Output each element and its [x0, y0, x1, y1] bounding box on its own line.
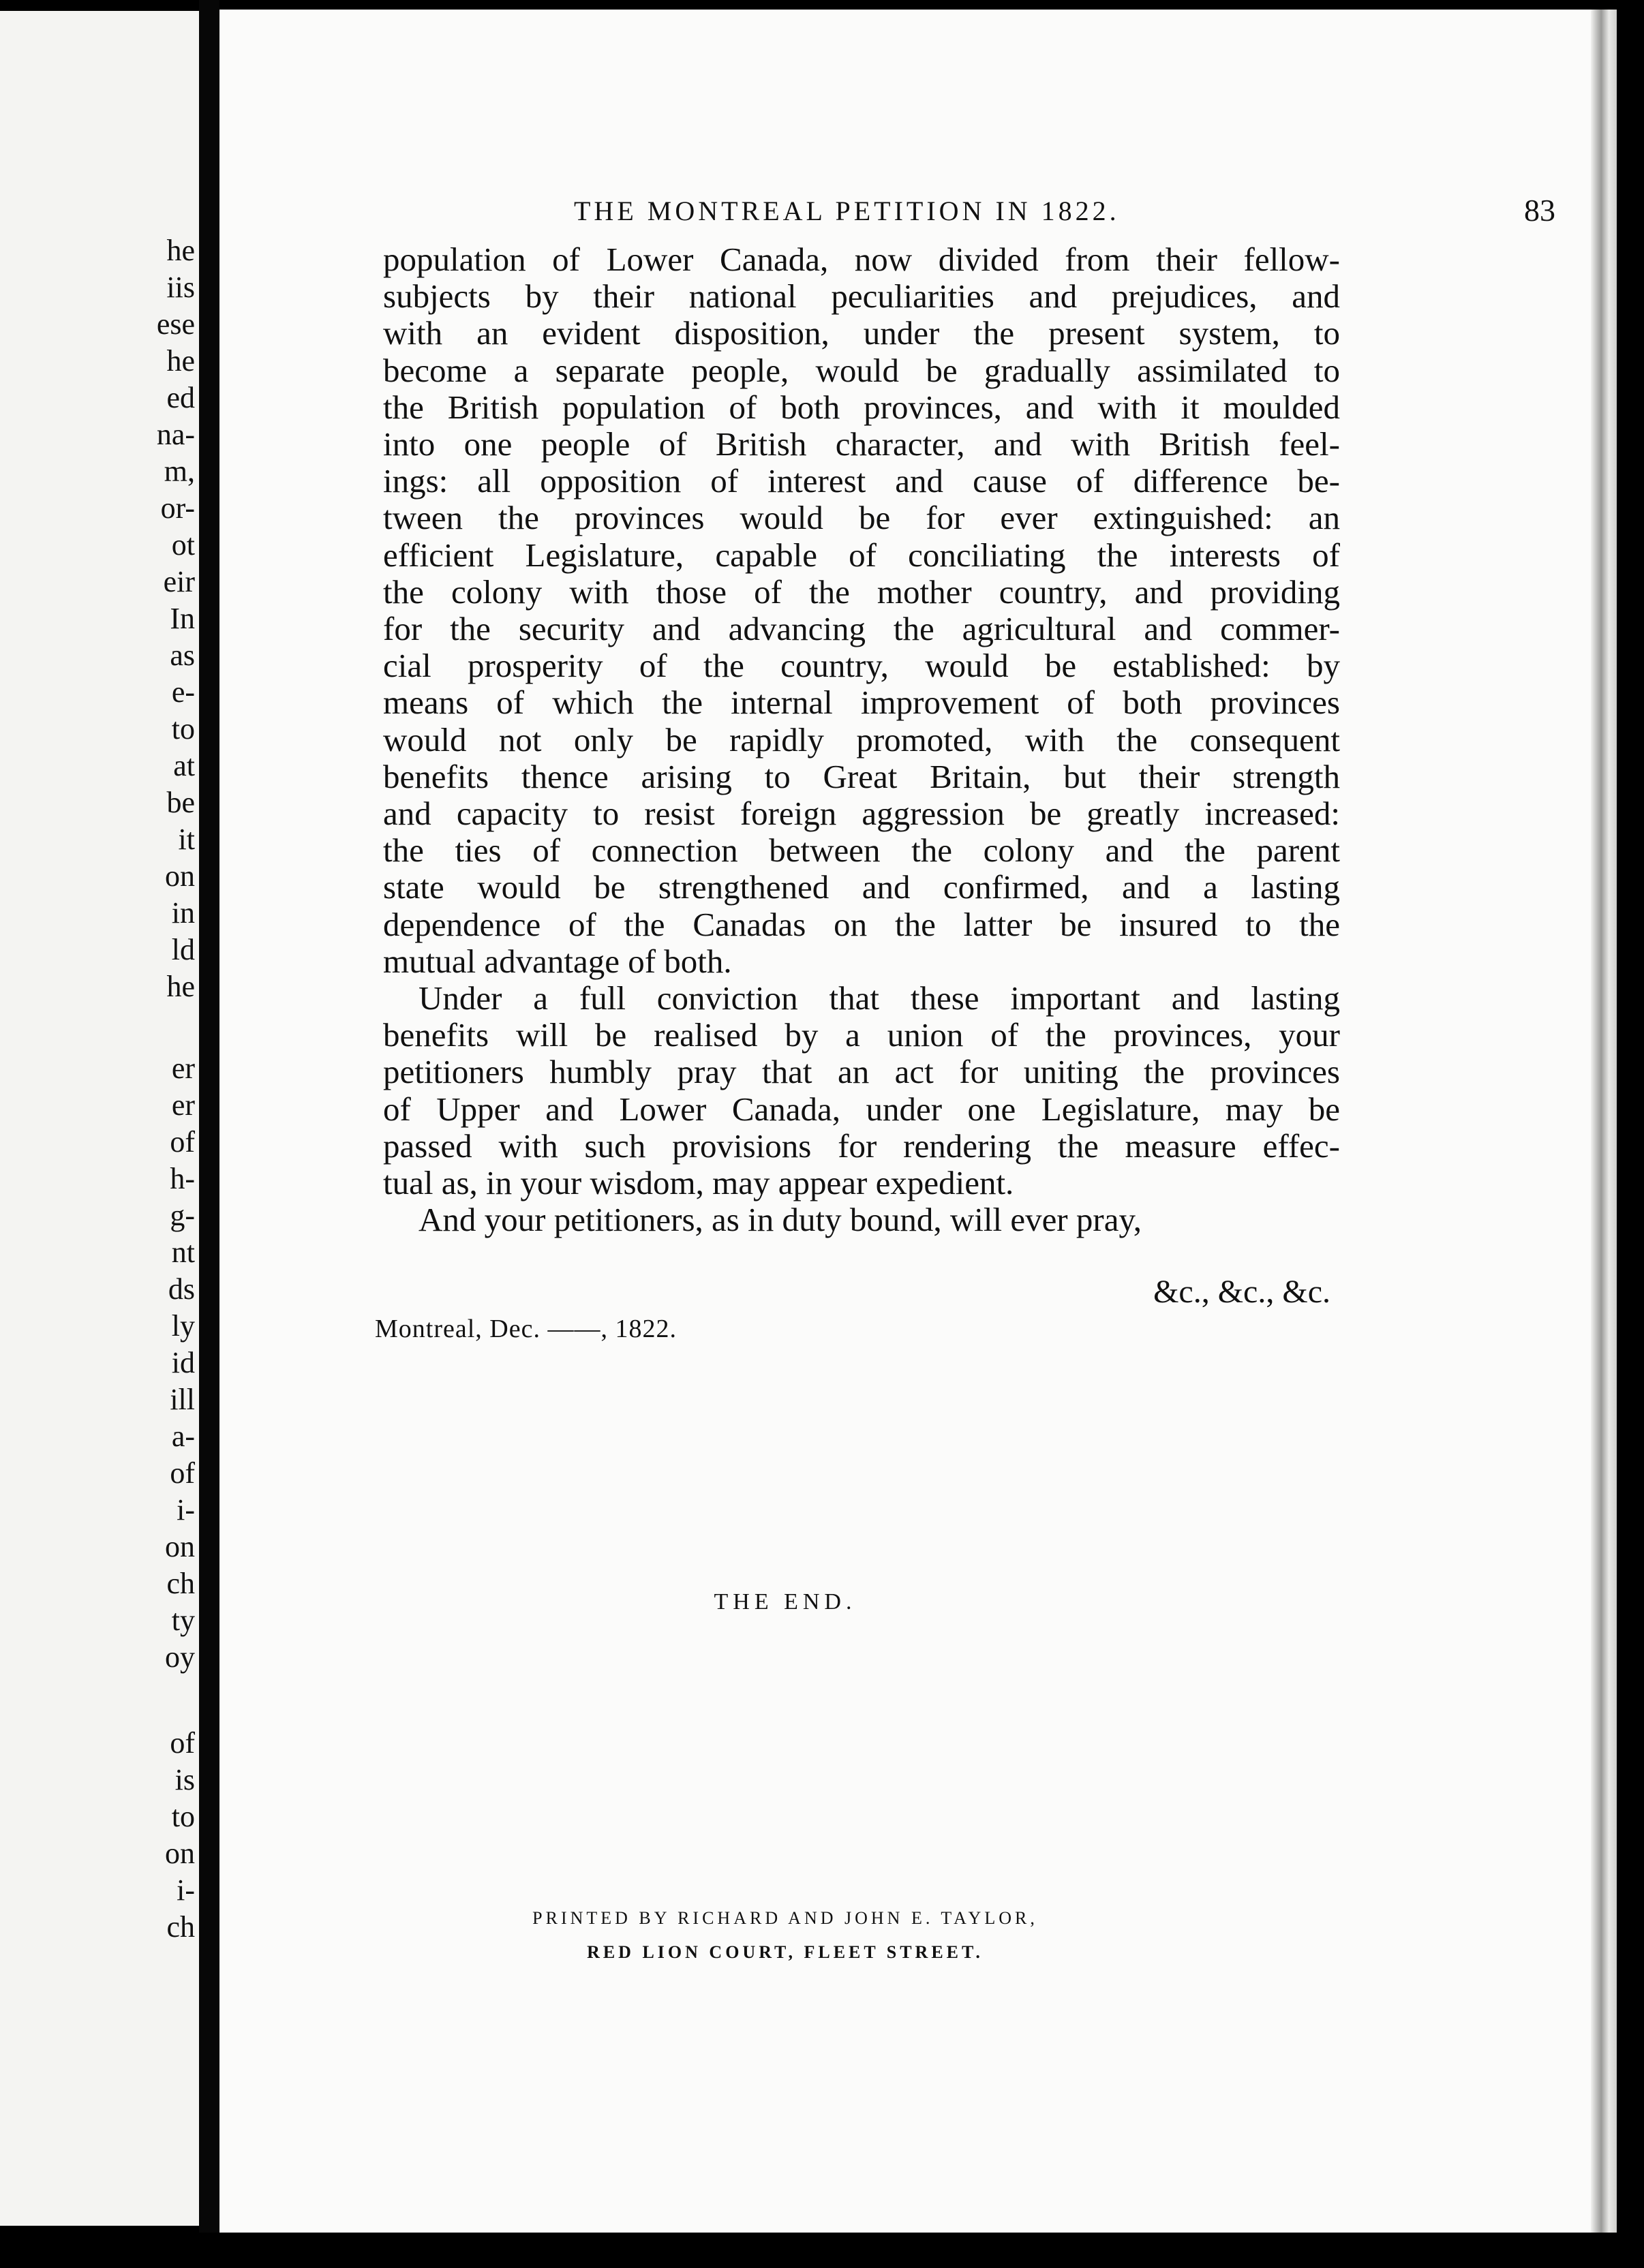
left-page-fragment: oy: [165, 1640, 195, 1674]
left-page-fragment: In: [170, 602, 195, 635]
left-page-fragment: ot: [171, 528, 195, 562]
left-page-fragment: to: [171, 712, 195, 746]
left-page-fragment: of: [170, 1726, 195, 1760]
left-page-fragment: ty: [171, 1604, 195, 1637]
left-page-fragment: iis: [166, 271, 195, 304]
text-line: dependence of the Canadas on the latter be insured to the: [383, 905, 1340, 943]
book-gutter: [199, 0, 219, 2268]
left-page-fragment: to: [171, 1800, 195, 1833]
text-line: efficient Legislature, capable of conciliating the interests of: [383, 536, 1340, 574]
left-page-fragment: er: [171, 1088, 195, 1122]
text-line: petitioners humbly pray that an act for uniting the provinces: [383, 1053, 1340, 1091]
left-page-fragment: ly: [171, 1309, 195, 1343]
left-page-fragment: ch: [166, 1910, 195, 1944]
left-page-fragment: h-: [170, 1162, 195, 1195]
text-line: the colony with those of the mother country, and providing: [383, 572, 1340, 611]
text-line: And your petitioners, as in duty bound, will ever pray,: [418, 1201, 1142, 1239]
left-page-fragment: i-: [177, 1493, 195, 1527]
text-line: for the security and advancing the agricultural and commer-: [383, 610, 1340, 648]
left-page-fragment: m,: [164, 455, 195, 488]
book-page: [219, 10, 1617, 2233]
text-line: would not only be rapidly promoted, with the consequent: [383, 720, 1340, 758]
text-line: benefits thence arising to Great Britain, but their strength: [383, 757, 1340, 795]
left-page-fragment: he: [166, 344, 195, 378]
left-page-fragment: at: [173, 749, 195, 782]
left-page-fragment: a-: [171, 1420, 195, 1453]
left-page-fragment: g-: [170, 1199, 195, 1232]
left-page-fragment: e-: [171, 675, 195, 709]
text-line: the ties of connection between the colony and the parent: [383, 831, 1340, 870]
the-end: THE END.: [714, 1589, 857, 1614]
left-page-fragment: he: [166, 970, 195, 1003]
page-number: 83: [1524, 193, 1555, 228]
left-page-fragment: ch: [166, 1567, 195, 1600]
text-line: become a separate people, would be gradually assimilated to: [383, 351, 1340, 389]
left-page-fragment: ese: [156, 307, 195, 341]
text-line: population of Lower Canada, now divided from their fellow-: [383, 241, 1340, 278]
text-line: benefits will be realised by a union of the provinces, your: [383, 1016, 1340, 1054]
signoff: &c., &c., &c.: [1153, 1274, 1330, 1310]
text-line: into one people of British character, and with British feel-: [383, 425, 1340, 463]
text-line: cial prosperity of the country, would be established: by: [383, 647, 1340, 685]
left-page-fragment: eir: [163, 565, 195, 598]
page-edge: [1591, 10, 1617, 2233]
dateline: Montreal, Dec. ——, 1822.: [375, 1315, 677, 1343]
text-line: with an evident disposition, under the present system, to: [383, 314, 1340, 352]
petition-text: [383, 241, 1340, 1238]
left-page-fragment: of: [170, 1125, 195, 1159]
text-line: of Upper and Lower Canada, under one Legislature, may be: [383, 1090, 1340, 1128]
text-line: ings: all opposition of interest and cause of difference be-: [383, 462, 1340, 500]
running-head: [574, 188, 1555, 229]
left-page-fragment: ds: [168, 1272, 195, 1306]
left-page-fragment: er: [171, 1052, 195, 1085]
left-page-fragment: it: [178, 823, 195, 856]
left-page-fragment: of: [170, 1456, 195, 1490]
scan-border: [0, 2233, 1644, 2268]
left-page-fragment: he: [166, 234, 195, 267]
running-head-title: THE MONTREAL PETITION IN 1822.: [574, 196, 1120, 226]
left-page-fragment: or-: [160, 491, 195, 525]
text-line: Under a full conviction that these important and lasting: [418, 979, 1340, 1017]
left-page-fragment: on: [165, 1530, 195, 1563]
left-facing-page: [0, 11, 199, 2226]
text-line: tween the provinces would be for ever extinguished: an: [383, 499, 1340, 537]
left-page-fragment: ill: [170, 1383, 195, 1416]
printer-imprint-line1: PRINTED BY RICHARD AND JOHN E. TAYLOR,: [532, 1908, 1038, 1928]
left-page-fragment: na-: [156, 418, 195, 451]
text-line: subjects by their national peculiarities and prejudices, and: [383, 277, 1340, 316]
left-page-fragment: is: [174, 1763, 195, 1796]
left-page-fragment: in: [171, 896, 195, 930]
left-page-fragment: be: [166, 786, 195, 819]
left-page-fragment: on: [165, 1837, 195, 1870]
left-page-fragment: as: [170, 639, 195, 672]
text-line: tual as, in your wisdom, may appear expedient.: [383, 1164, 1014, 1202]
text-line: means of which the internal improvement of both provinces: [383, 684, 1340, 722]
text-line: passed with such provisions for rendering the measure effec-: [383, 1127, 1340, 1165]
text-line: and capacity to resist foreign aggression be greatly increased:: [383, 795, 1340, 833]
left-page-fragment: nt: [171, 1236, 195, 1269]
text-line: mutual advantage of both.: [383, 942, 732, 980]
text-line: state would be strengthened and confirmed, and a lasting: [383, 868, 1340, 906]
left-page-fragment: ed: [166, 381, 195, 414]
printer-imprint-line2: RED LION COURT, FLEET STREET.: [587, 1942, 984, 1962]
left-page-fragment: id: [171, 1346, 195, 1379]
text-line: the British population of both provinces, and with it moulded: [383, 388, 1340, 426]
left-page-fragment: on: [165, 859, 195, 893]
left-page-fragment: ld: [171, 933, 195, 966]
left-page-fragment: i-: [177, 1873, 195, 1907]
